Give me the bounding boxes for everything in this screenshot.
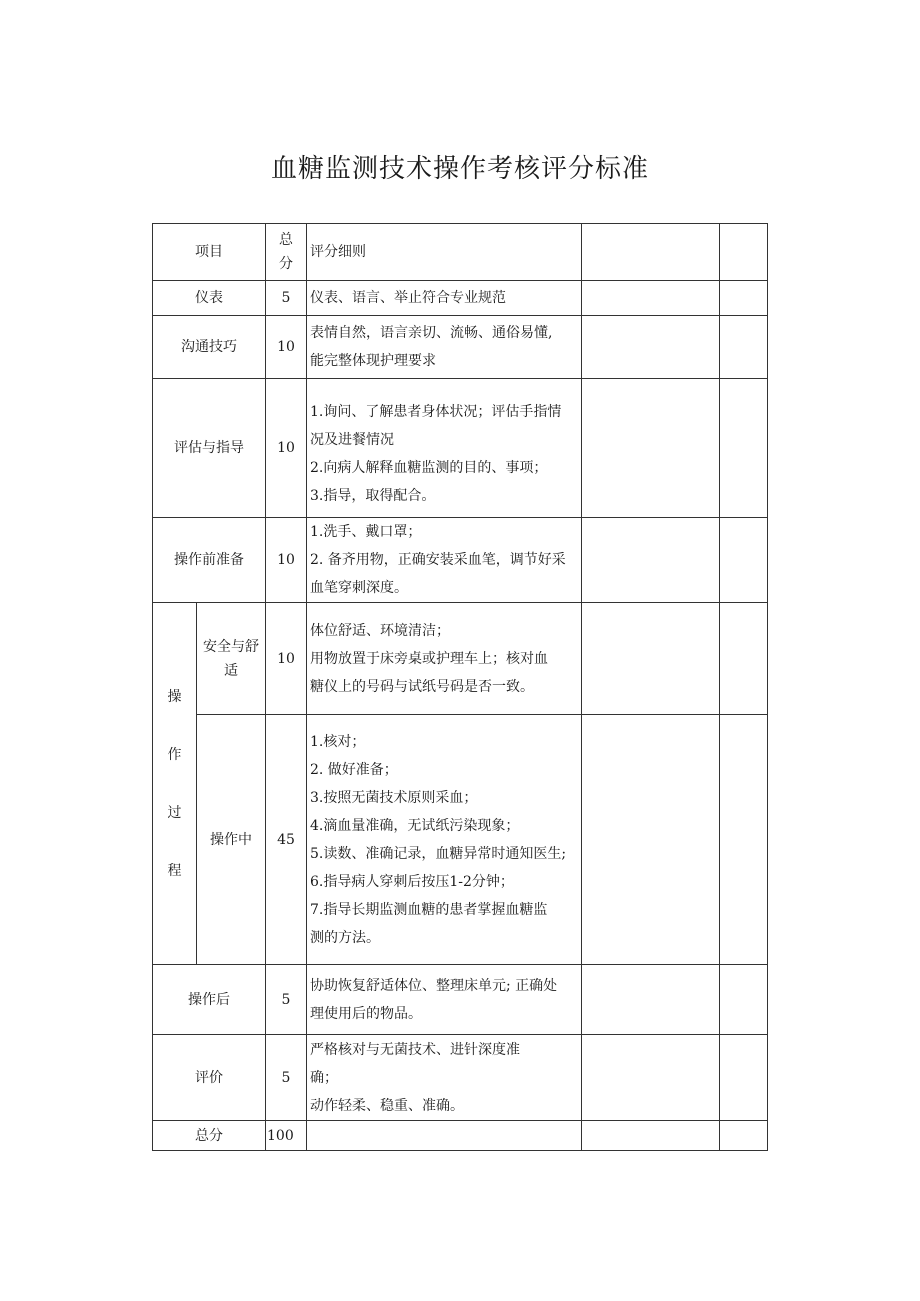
score-cell: 5: [266, 281, 307, 316]
extra-cell: [720, 1035, 768, 1121]
header-score: 总 分: [266, 224, 307, 281]
score-cell: 45: [266, 715, 307, 965]
detail-cell: 严格核对与无菌技术、进针深度准 确； 动作轻柔、稳重、准确。: [307, 1035, 582, 1121]
item-cell: 操作前准备: [153, 518, 266, 603]
extra-cell: [720, 518, 768, 603]
detail-cell: 1.洗手、戴口罩； 2. 备齐用物，正确安装采血笔，调节好采 血笔穿刺深度。: [307, 518, 582, 603]
extra-cell: [720, 715, 768, 965]
table-row: [153, 281, 768, 316]
total-row: [153, 1121, 768, 1151]
process-label: 操 作 过 程: [153, 603, 197, 965]
extra-cell: [582, 224, 720, 281]
extra-cell: [582, 379, 720, 518]
page-title: 血糖监测技术操作考核评分标准: [270, 154, 649, 184]
item-cell: 评估与指导: [153, 379, 266, 518]
total-score: 100: [266, 1121, 307, 1151]
detail-cell: 表情自然，语言亲切、流畅、通俗易懂, 能完整体现护理要求: [307, 316, 582, 379]
item-cell: 操作后: [153, 965, 266, 1035]
detail-cell: [307, 1121, 582, 1151]
extra-cell: [582, 1121, 720, 1151]
extra-cell: [582, 281, 720, 316]
item-cell: 沟通技巧: [153, 316, 266, 379]
extra-cell: [582, 1035, 720, 1121]
extra-cell: [582, 603, 720, 715]
detail-cell: 仪表、语言、举止符合专业规范: [307, 281, 582, 316]
extra-cell: [582, 518, 720, 603]
score-cell: 5: [266, 1035, 307, 1121]
detail-cell: 1.询问、了解患者身体状况；评估手指情 况及进餐情况 2.向病人解释血糖监测的目的、事项； 3.指导，取得配合。: [307, 379, 582, 518]
item-cell: 安全与舒 适: [197, 603, 266, 715]
score-cell: 10: [266, 316, 307, 379]
table-row: [153, 965, 768, 1035]
extra-cell: [582, 715, 720, 965]
header-row: [153, 224, 768, 281]
total-label: 总分: [153, 1121, 266, 1151]
extra-cell: [720, 603, 768, 715]
score-cell: 10: [266, 379, 307, 518]
extra-cell: [720, 965, 768, 1035]
score-cell: 10: [266, 603, 307, 715]
extra-cell: [720, 316, 768, 379]
score-cell: 5: [266, 965, 307, 1035]
header-item: 项目: [153, 224, 266, 281]
table-row: [153, 316, 768, 379]
table-row: [153, 379, 768, 518]
detail-cell: 协助恢复舒适体位、整理床单元; 正确处 理使用后的物品。: [307, 965, 582, 1035]
score-cell: 10: [266, 518, 307, 603]
table-row: [153, 1035, 768, 1121]
header-detail: 评分细则: [307, 224, 582, 281]
scoring-table: [152, 223, 768, 1151]
extra-cell: [720, 224, 768, 281]
extra-cell: [720, 1121, 768, 1151]
extra-cell: [720, 281, 768, 316]
item-cell: 操作中: [197, 715, 266, 965]
extra-cell: [720, 379, 768, 518]
detail-cell: 体位舒适、环境清洁； 用物放置于床旁桌或护理车上；核对血 糖仪上的号码与试纸号码是否一致。: [307, 603, 582, 715]
item-cell: 仪表: [153, 281, 266, 316]
extra-cell: [582, 965, 720, 1035]
extra-cell: [582, 316, 720, 379]
table-row: [153, 518, 768, 603]
table-row: [153, 603, 768, 715]
detail-cell: 1.核对； 2. 做好准备； 3.按照无菌技术原则采血； 4.滴血量准确，无试纸污染现象； 5.读数、准确记录，血糖异常时通知医生; 6.指导病人穿刺后按压1-2分钟； 7.指导长期监测血糖的患者掌握血糖监 测的方法。: [307, 715, 582, 965]
table-row: [153, 715, 768, 965]
item-cell: 评价: [153, 1035, 266, 1121]
